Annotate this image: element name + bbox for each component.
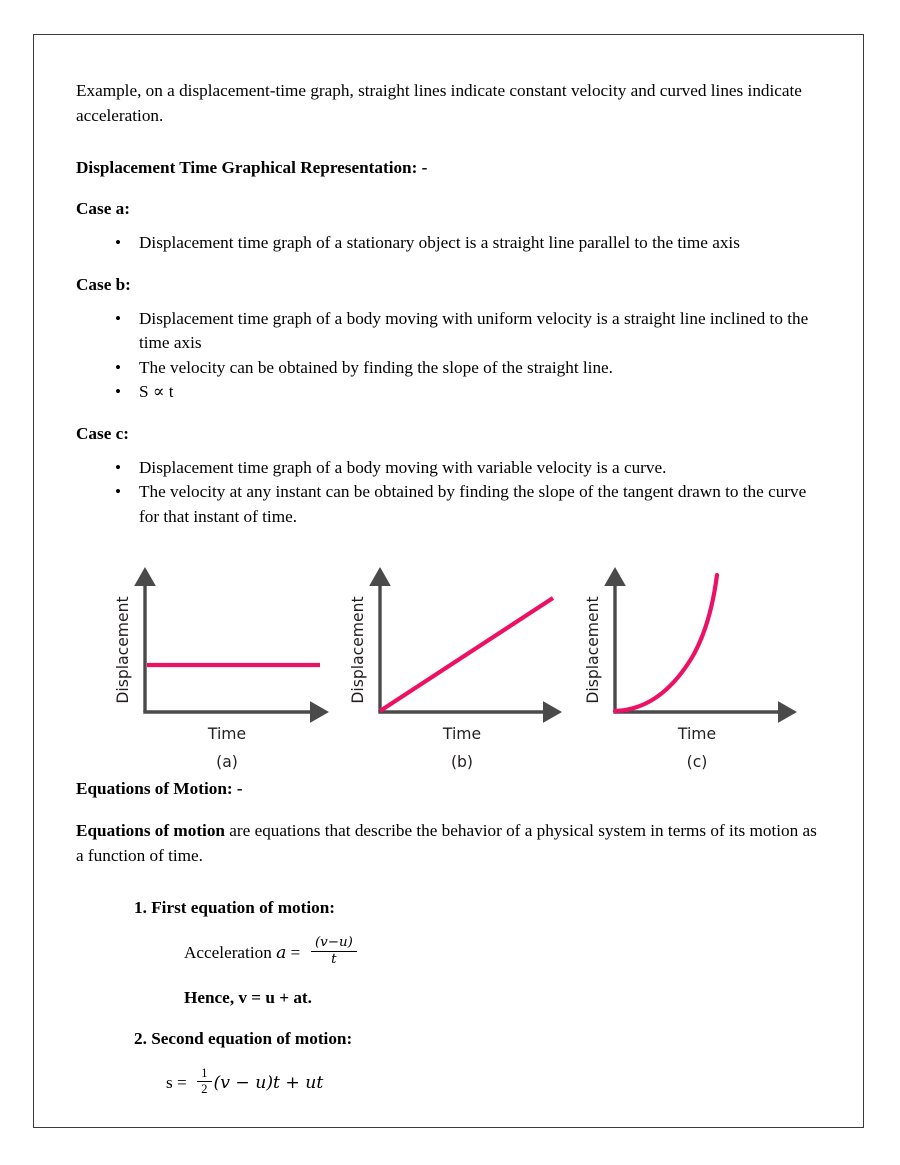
displacement-symbol: s (166, 1072, 173, 1092)
bullet-icon: • (115, 308, 122, 328)
case-a-bullet-list (76, 231, 824, 256)
case-label-c: Case c: (76, 423, 129, 443)
section-heading-displacement-time: Displacement Time Graphical Representation: - (76, 158, 428, 177)
first-equation-conclusion: Hence, v = u + at. (184, 987, 312, 1007)
bullet-icon: • (115, 457, 122, 477)
spacer (76, 180, 824, 197)
figure-spacer (76, 529, 824, 777)
list-item-text: Displacement time graph of a stationary object is a straight line parallel to the time axis (139, 233, 740, 252)
acceleration-symbol: a (276, 942, 287, 963)
intro-paragraph: Example, on a displacement-time graph, straight lines indicate constant velocity and curved lines indicate acceleration. (76, 81, 802, 125)
spacer (76, 920, 824, 937)
y-axis-label-a: Displacement (114, 596, 132, 704)
fraction-numerator: 1 (197, 1067, 211, 1082)
spacer (76, 405, 824, 422)
list-item (76, 307, 824, 356)
case-c-bullet-list (76, 456, 824, 530)
bullet-icon: • (115, 482, 122, 501)
section-heading-equations-of-motion: Equations of Motion: - (76, 779, 243, 798)
case-b-bullet-list (76, 307, 824, 405)
document-body (76, 78, 824, 1098)
list-item-text: The velocity can be obtained by finding the slope of the straight line. (139, 357, 613, 377)
x-axis-label-c: Time (677, 725, 717, 744)
figure-caption-a: (a) (216, 753, 238, 772)
equations-intro-bold-run: Equations of motion (76, 821, 225, 840)
bullet-icon: • (115, 382, 122, 401)
y-axis-label-c: Displacement (584, 596, 602, 704)
second-equation-formula (76, 1065, 824, 1098)
list-item (76, 456, 824, 481)
fraction-numerator: (v−u) (311, 936, 357, 952)
figure-caption-c: (c) (686, 753, 708, 772)
spacer (76, 1010, 824, 1027)
list-item (76, 480, 824, 529)
case-label-a: Case a: (76, 199, 130, 218)
bullet-icon: • (115, 357, 122, 377)
list-item (76, 231, 824, 256)
second-equation-title: 2. Second equation of motion: (134, 1028, 353, 1048)
list-item-text: S ∝ t (139, 382, 174, 401)
first-equation-formula (76, 937, 824, 969)
acceleration-fraction (311, 936, 357, 968)
list-item (76, 380, 824, 405)
fraction-denominator: 2 (201, 1082, 208, 1097)
equations-intro-paragraph (76, 818, 824, 868)
list-item-text: The velocity at any instant can be obtained by finding the slope of the tangent drawn to the curve for that instant of time. (139, 482, 807, 526)
spacer (76, 1051, 824, 1068)
spacer (76, 446, 824, 456)
one-half-fraction (197, 1067, 211, 1097)
first-equation-title: 1. First equation of motion: (134, 898, 335, 917)
spacer (76, 256, 824, 273)
second-equation-expression: (v − u)t + ut (213, 1072, 324, 1093)
list-item (76, 356, 824, 381)
spacer (76, 297, 824, 307)
bullet-icon: • (115, 233, 122, 252)
equations-intro-rest: are equations that describe the behavior of a physical system in terms of its motion as a function of time. (76, 821, 817, 865)
y-axis-label-b: Displacement (349, 596, 367, 704)
list-item-text: Displacement time graph of a body moving with variable velocity is a curve. (139, 457, 667, 477)
list-item-text: Displacement time graph of a body moving with uniform velocity is a straight line inclined to the time axis (139, 308, 809, 352)
spacer (76, 128, 824, 156)
acceleration-label: Acceleration (184, 942, 272, 962)
spacer (76, 221, 824, 231)
x-axis-label-a: Time (207, 725, 247, 744)
spacer (76, 868, 824, 896)
figure-caption-b: (b) (450, 753, 474, 772)
equals-sign: = (290, 942, 301, 962)
equals-sign: = (177, 1072, 187, 1092)
x-axis-label-b: Time (442, 725, 482, 744)
case-label-b: Case b: (76, 274, 131, 294)
fraction-denominator: t (331, 952, 337, 968)
spacer (76, 969, 824, 986)
spacer (76, 801, 824, 818)
